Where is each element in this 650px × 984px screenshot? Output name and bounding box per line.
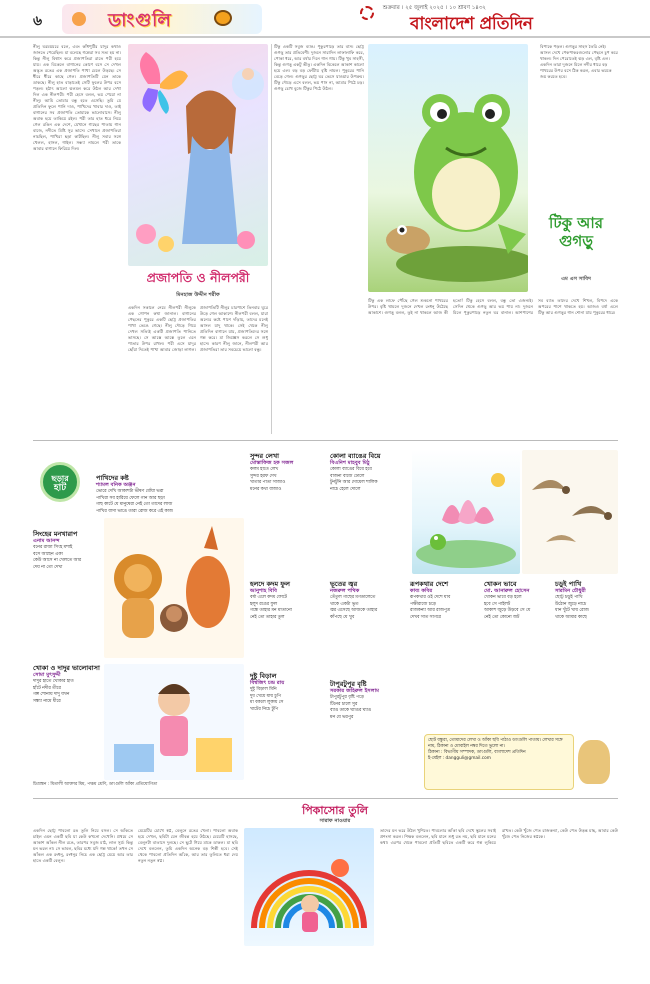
poem-rupkothar-deshe — [410, 580, 480, 621]
haat-label: হাট — [53, 483, 67, 493]
poem-text: তেঁতুল গাছের মগডালেতে থাকে একটা ভূত জ্বর এসেছে আজকে তাহার কাঁপছে যে খুব — [330, 595, 378, 620]
section-divider-2 — [33, 798, 618, 799]
poem-singher-monkharap — [33, 530, 103, 571]
section-divider — [33, 440, 618, 441]
poem-bhuter-jor — [330, 580, 400, 621]
poem-text: দাদুর হাতে খোকার হাত হাঁটে নদীর তীরে গল্প শোনায় দাদু যখন সন্ধ্যা নামে ধীরে — [33, 679, 74, 704]
poem-title: ভূতের জ্বর — [330, 580, 358, 588]
lead-story-col2: একদিন সকালে নেমে নীলপরী নীলুকে এক গোপন কথা জানাল। বাগানের পেছনের পুকুরে একটি ছোট্ট প্রজাপতির পাখা ভেঙে গেছে। নীলু দৌড়ে গিয়ে দেখল সত্যিই একটি প্রজাপতি পানিতে ভাসছে। সে আস্তে আস্তে তুলে এনে পাতার উপর রাখল। পরী এসে যাদুর ছোঁয়া দিতেই পাখা আবার জোড়া লাগল। প্রজাপতিটি নীলুর চারপাশে তিনবার ঘুরে উড়ে গেল আকাশে। নীলপরী বলল, যারা অন্যের কষ্টে পাশে দাঁড়ায়, তাদের মনেই আসল যাদু থাকে। সেই থেকে নীলু প্রতিদিন বাগানে যায়, প্রজাপতিদের সঙ্গে গল্প করে। মা জিজ্ঞেস করলে সে শুধু হাসে। কারণ নীলু জানে, নীলপরী আর প্রজাপতিরা তার সবচেয়ে ভালো বন্ধু। — [128, 305, 268, 352]
painting-col2b — [244, 950, 374, 978]
lead-story-author: মিনহাজ উদ্দীন শরীফ — [176, 292, 220, 298]
section-logo: ডাংগুলি — [108, 10, 172, 31]
notice-address: ঠিকানা : বিভাগীয় সম্পাদক, ডাংগুলি, বাংলাদেশ প্রতিদিন — [428, 750, 526, 755]
frog-story-title: টিকু আর গুগড়ু — [549, 214, 603, 250]
poem-title: টাপুরটুপুর বৃষ্টি — [330, 680, 367, 688]
chhorar-haat-badge — [40, 462, 80, 502]
poem-text: ভোরে দেখি আকাশটা ভীষণ ধোঁয়া ভরা পাখিরা সব হারিয়ে ফেলে গান আর ছড়া গাছ কাটে যে মানুষেরা নেই তো তাদের লাজ পাখির বাসা ভাঙে তারা রোজ করে এই কাজ — [96, 489, 173, 514]
poem-pakhider-kosto — [96, 474, 246, 515]
birds-svg — [522, 450, 618, 574]
lead-story-title: প্রজাপতি ও নীলপরী — [146, 270, 250, 285]
poem-text: টাপুরটুপুর বৃষ্টি পড়ে টিনের চালে সুর ব্যাঙ ডাকে ঘ্যাঙর ঘ্যাঙ মন যে ভরপুর — [330, 695, 372, 720]
column-rule — [271, 44, 272, 434]
poem-tapur-tupur — [330, 680, 422, 721]
poem-author: সরকার জহিরুল ইসলাম — [330, 688, 379, 694]
painting-col1: একদিন ছোট্ট পাবলো রঙ তুলি নিয়ে বসল। সে আঁকতে চাইল এমন একটি ছবি যা কেউ কখনো দেখেনি। প্রথমে সে আকাশ আঁকল নীল রঙে, তারপর সবুজ মাঠ, লাল সূর্য। কিন্তু মন ভরল না। সে ভাবল, ছবির মধ্যে যদি গল্প থাকে! তখন সে আঁকল এক রংধনু, রংধনুর নিচে এক ছোট্ট মেয়ে আর তার হাতে একটি বেলুন। — [33, 828, 133, 863]
date-line: শুক্রবার । ২৫ জুলাই ২০২৫ । ১০ শ্রাবণ ১৪৩২ — [382, 5, 486, 11]
poem-author: সারমিন চৌধুরী — [555, 588, 586, 594]
poem-sundor-lekha — [250, 452, 320, 493]
painting-title: পিকাসোর তুলি — [302, 804, 368, 817]
painting-col2: মেয়েটির চোখে স্বপ্ন, বেলুনে রঙের খেলা। পাবলো অবাক হয়ে দেখল, ছবিটা যেন জীবন্ত হয়ে উঠছে। মেয়েটি হাসছে, বেলুনটা বাতাসে দুলছে। সে ছুটে গিয়ে মাকে ডাকল। মা ছবি দেখে বললেন, তুমি একদিন অনেক বড় শিল্পী হবে। সেই থেকে পাবলো প্রতিদিন আঁকে, আর তার তুলিতে ধরা দেয় নতুন নতুন স্বপ্ন। — [138, 828, 238, 863]
lotus-svg — [412, 450, 520, 574]
poem-khoka-o-dadu — [33, 664, 103, 705]
page-number: ৬ — [33, 13, 43, 29]
poem-kola-byanger-biye — [330, 452, 410, 493]
kid-doodle-icon — [72, 12, 86, 26]
animals-illustration — [104, 518, 244, 658]
frog-illustration — [368, 44, 528, 292]
poem-title: পাখিদের কষ্ট — [96, 474, 129, 482]
poem-text: দুষ্টু বিড়াল মিনি দুধ খেয়ে যায় চুপি মা বকলে লুকায় সে খাটের নিচে টুপি — [250, 687, 284, 712]
bear-icon — [578, 740, 610, 784]
poem-title: দুষ্টু বিড়াল — [250, 672, 277, 680]
poem-title: রূপকথার দেশে — [410, 580, 449, 588]
poem-title: চড়ুই পাখি — [555, 580, 582, 588]
poem-author: কাব্য কবির — [410, 588, 433, 594]
poem-title: খোকা ও দাদুর ভালোবাসা — [33, 664, 100, 672]
fairy-svg — [128, 44, 268, 266]
drawing-caption: চিত্রাঙ্কন : মিতালী আক্তার মিম, পঞ্চম শ্রেণি, ডাংগুলি আঁকা প্রতিযোগিতা — [33, 782, 158, 787]
birds-illustration — [522, 450, 618, 574]
frog-svg — [368, 44, 528, 292]
contribution-notice — [424, 734, 574, 790]
poem-dushtu-biral-block — [250, 672, 330, 713]
poem-holde-kodom — [250, 580, 320, 621]
poem-text: রূপকথার ওই দেশে যাব পক্ষীরাজে চড়ে রাজকন্যা আর রাজপুত্র দেখব সাত সাগরে — [410, 595, 451, 620]
poem-text: কলম হাতে লেখ সুন্দর হরফ দেখ খাতার পাতা সাজাও মনের কথা বাজাও — [250, 467, 286, 492]
poem-title: কোলা ব্যাঙের বিয়ে — [330, 452, 381, 460]
frog-story-col1: টিকু একটি সবুজ ব্যাঙ। পুকুরপাড়ে তার বাস। ছোট্ট গুগড়ু তার প্রতিবেশী। দুজনে সারাদিন লাফালাফি করে, পোকা ধরে, আর বর্ষার দিনে গান গায়। টিকু খুব সাহসী, কিন্তু গুগড়ু একটু ভীতু। একদিন বিকেলে আকাশ কালো হয়ে এল। বড় বড় ফোঁটায় বৃষ্টি নামল। পুকুরের পানি বেড়ে গেল। গুগড়ুর ছোট্ট ঘর ভেসে যাওয়ার উপক্রম। টিকু দৌড়ে এসে বলল, ভয় পাস না, আমার পিঠে চড়। গুগড়ু চোখ বুজে টিকুর পিঠে উঠল। — [274, 44, 364, 91]
poem-author: মো. আনারুল হোসেন — [484, 588, 530, 594]
poem-text: খোকন ভাবে বড় হলে হবে সে পাইলট আকাশ জুড়ে উড়বে সে যে নেই তো কোনো জট — [484, 595, 531, 620]
poem-text: কোলা ব্যাঙের বিয়ে হবে বাজনা বাজে ঢোলে টুনটুনি আর দোয়েল শালিক নাচে হেলে দোলে — [330, 467, 378, 492]
poem-author: আনুশাহ বিবি — [250, 588, 277, 594]
child-drawing — [104, 664, 244, 780]
lead-story-col1: নীলু ঘরময়য়রে বলে, এবং কাঁধপুটির যাদুর কথাও জানতে পেরেছিল। মা বলেছে গল্পেরা সব সত্য হয় না। কিন্তু নীলু বিশ্বাস করে প্রজাপতিরা রাতে পরী হয়ে যায়। এক বিকেলে বাগানের কোণে বসে সে দেখল অদ্ভুত রঙের এক প্রজাপতি পাখা মেলে উড়ছে। সে ধীরে ধীরে কাছে গেল। প্রজাপতিটি যেন তাকে ডাকছে। নীলু হাত বাড়াতেই সেটি ফুলের উপর বসে পড়ল। হঠাৎ আলো ঝলমল করে উঠল আর দেখা দিল এক নীলপরী। পরী হেসে বলল, ভয় পেয়ো না নীলু। আমি তোমার বন্ধু হতে এসেছি। তুমি যে প্রতিদিন ফুলে পানি দাও, পাখিদের খাবার দাও, তাই বাগানের সব প্রজাপতি তোমাকে ভালোবাসে। নীলু অবাক হয়ে তাকিয়ে রইল। পরী তার হাত ধরে নিয়ে গেল রঙিন এক দেশে, যেখানে গাছের পাতায় গান বাজে, নদীতে মিষ্টি সুর ভাসে। সেখানে প্রজাপতিরা নাচছিল, পাখিরা ছড়া কাটছিল। নীলু সবার সঙ্গে খেলল, হাসল, গাইল। সন্ধ্যা নামলে পরী তাকে আবার বাগানে ফিরিয়ে দিল। — [33, 44, 121, 151]
page-header — [0, 0, 650, 38]
rainbow-illustration — [244, 828, 374, 946]
poem-title: সিংহের মনখারাপ — [33, 530, 78, 538]
butterfly-fairy-illustration — [128, 44, 268, 266]
drawing-svg — [104, 664, 244, 780]
painting-col3: তাদের মন ভরে উঠল খুশিতে। পাবলোর আঁকা ছবি দেখে স্কুলের সবাই প্রশংসা করল। শিক্ষক বললেন, ছবি মানে শুধু রঙ নয়, ছবি মানে মনের কথা। এরপর থেকে পাবলো প্রতিটি ছবিতে একটি করে গল্প লুকিয়ে রাখত। কেউ খুঁজে পেত রাজকন্যা, কেউ পেত উড়ন্ত মাছ, আবার কেউ খুঁজে পেত নিজের স্বপ্নকে। — [380, 828, 618, 845]
poem-title: খোকন ভাবে — [484, 580, 517, 588]
chhorar-label: ছড়ার — [51, 474, 69, 483]
poem-khokon-bhabe — [484, 580, 552, 621]
poem-text: বনের রাজা সিংহ মশাই বসে আছেন একা কেউ আসে না খেলতে আর দেয় না তো দেখা — [33, 545, 82, 570]
poem-author: বিএনিশ মাহবুব মিঠু — [330, 460, 370, 466]
poem-author: নজরুল পথিক — [330, 588, 360, 594]
poem-text: ছোট্ট চড়ুই পাখি উঠোন জুড়ে নাচে ধান খুঁটে খায় রোজ থাকে আমার কাছে — [555, 595, 589, 620]
poem-text: বর্ষা এলে কদম ফোটে হলুদ রঙের ফুল গন্ধে তাহার মন মাতানো নেই তো তাহার তুল — [250, 595, 292, 620]
rainbow-svg — [244, 828, 374, 946]
frog-story-author: এম এস সাবিদ — [561, 276, 591, 282]
poem-author: মোস্তাফিজ হক সজল — [250, 460, 294, 466]
poem-title: হলদে কদম ফুল — [250, 580, 290, 588]
poem-author: এনাম আনন্দ — [33, 538, 60, 544]
tiger-icon — [214, 10, 232, 26]
notice-text: ছোট বন্ধুরা, তোমাদের লেখা ও আঁকা ছবি পাঠাও ডাংগুলি পাতায়। লেখার সঙ্গে নাম, ঠিকানা ও মোবাইল নম্বর দিতে ভুলো না। — [428, 738, 563, 749]
masthead: বাংলাদেশ প্রতিদিন — [410, 14, 533, 34]
poem-title: সুন্দর লেখা — [250, 452, 279, 460]
poem-author: বিশ্বজিৎ চন্দ্র রায় — [250, 680, 285, 686]
notice-email: ই-মেইল : dangguli@gmail.com — [428, 756, 491, 761]
frog-story-col2: টিকু এক লাফে পৌঁছে গেল শুকনো পাথরের উপর। বৃষ্টি থামলে দুজনে দেখল রংধনু উঠেছে আকাশে। গুগড়ু বলল, তুই না থাকলে আজ কী হতো! টিকু হেসে বলল, বন্ধু তো এজন্যই। সেদিন থেকে গুগড়ু আর ভয় পায় না। দুজনে মিলে পুকুরপাড়ে নতুন ঘর বানাল। আশপাশের সব ব্যাঙ তাদের দেখে শিখল, বিপদে একে অপরের পাশে থাকতে হয়। আজও বর্ষা এলে টিকু আর গুগড়ুর গান শোনা যায় পুকুরের ধারে। — [368, 298, 618, 315]
painting-author: সারাফ নাওয়ার — [319, 818, 351, 824]
poem-author: সোমা মুৎসুদ্দী — [33, 672, 61, 678]
poem-author: শ্যামল বনিক অঞ্জন — [96, 482, 136, 488]
frog-story-intro: বিপাকে পড়ল। গুগড়ুর সাহস তৈরি নেই। আসল দেখে পেকপাকরগুলোর পেছনে চুপ করে থাকল। দিন পেরোতেই ঝড় এল, বৃষ্টি এল। একদিন তারা দুজনে মিলে নদীর ধারে বড় পাথরের উপর বসে ঠিক করল, এবার ভয়কে জয় করতে হবে। — [540, 44, 618, 79]
poem-chorui-pakhi — [555, 580, 619, 621]
animals-svg — [104, 518, 244, 658]
pond-lotus-illustration — [412, 450, 520, 574]
